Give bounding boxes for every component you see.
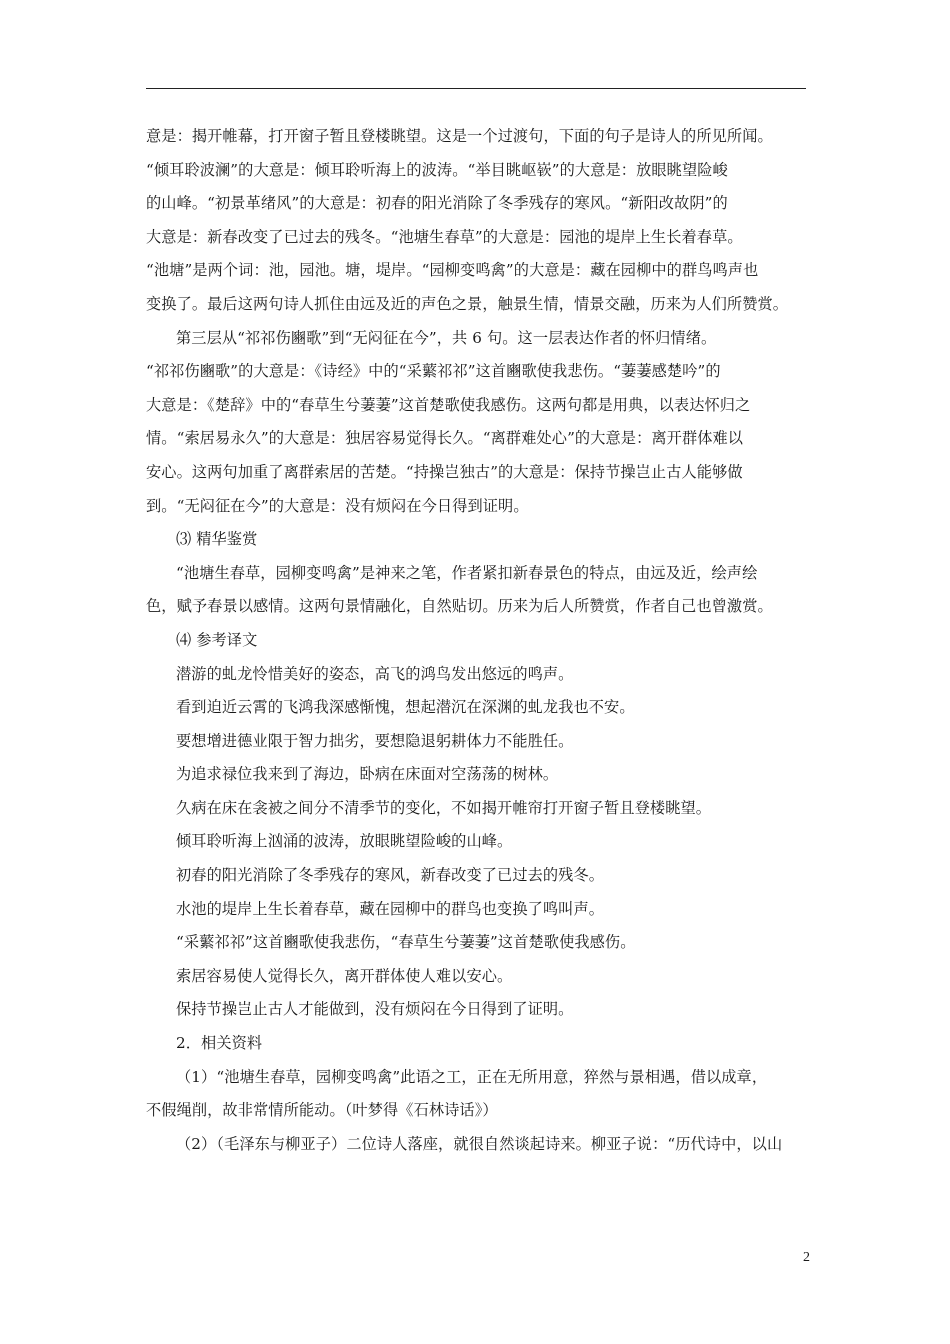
text-line: 的山峰。“初景革绪风”的大意是：初春的阳光消除了冬季残存的寒风。“新阳改故阴”的 (146, 194, 728, 213)
text-line: 安心。这两句加重了离群索居的苦楚。“持操岂独古”的大意是：保持节操岂止古人能够做 (146, 462, 743, 481)
paragraph-start: “池塘生春草，园柳变鸣禽”是神来之笔，作者紧扣新春景色的特点，由远及近，绘声绘 (176, 563, 758, 582)
translation-line: 久病在床在衾被之间分不清季节的变化，不如揭开帷帘打开窗子暂且登楼眺望。 (176, 798, 712, 817)
translation-line: 初春的阳光消除了冬季残存的寒风，新春改变了已过去的残冬。 (176, 866, 605, 885)
paragraph-start: （2）（毛泽东与柳亚子）二位诗人落座，就很自然谈起诗来。柳亚子说：“历代诗中，以山 (176, 1134, 783, 1153)
text-line: 大意是：新春改变了已过去的残冬。“池塘生春草”的大意是：园池的堤岸上生长着春草。 (146, 227, 743, 246)
text-line: 不假绳削，故非常情所能动。（叶梦得《石林诗话》） (146, 1101, 498, 1120)
section-heading-translation: ⑷ 参考译文 (176, 630, 258, 649)
text-line: “祁祁伤豳歌”的大意是：《诗经》中的“采蘩祁祁”这首豳歌使我悲伤。“萋萋感楚吟”的 (146, 362, 721, 381)
translation-line: 潜游的虬龙怜惜美好的姿态，高飞的鸿鸟发出悠远的鸣声。 (176, 664, 574, 683)
text-line: “倾耳聆波澜”的大意是：倾耳聆听海上的波涛。“举目眺岖嵚”的大意是：放眼眺望险峻 (146, 160, 728, 179)
text-line: 意是：揭开帷幕，打开窗子暂且登楼眺望。这是一个过渡句，下面的句子是诗人的所见所闻。 (146, 127, 773, 145)
text-line: 情。“索居易永久”的大意是：独居容易觉得长久。“离群难处心”的大意是：离开群体难以 (146, 429, 744, 448)
translation-line: 要想增进德业限于智力拙劣，要想隐退躬耕体力不能胜任。 (176, 731, 574, 750)
section-heading-appreciation: ⑶ 精华鉴赏 (176, 530, 258, 549)
text-line: 大意是：《楚辞》中的“春草生兮萋萋”这首楚歌使我感伤。这两句都是用典，以表达怀归之 (146, 395, 751, 414)
text-line: “池塘”是两个词：池，园池。塘，堤岸。“园柳变鸣禽”的大意是：藏在园柳中的群鸟鸣声也 (146, 261, 759, 280)
paragraph-start: （1）“池塘生春草，园柳变鸣禽”此语之工，正在无所用意，猝然与景相遇，借以成章， (176, 1067, 768, 1086)
header-rule (146, 88, 806, 89)
translation-line: 为追求禄位我来到了海边，卧病在床面对空荡荡的树林。 (176, 765, 559, 784)
translation-line: 倾耳聆听海上汹涌的波涛，放眼眺望险峻的山峰。 (176, 832, 513, 851)
page-number: 2 (803, 1250, 810, 1265)
text-line: 色，赋予春景以感情。这两句景情融化，自然贴切。历来为后人所赞赏，作者自己也曾激赏。 (146, 597, 773, 616)
translation-line: 看到迫近云霄的飞鸿我深感惭愧，想起潜沉在深渊的虬龙我也不安。 (176, 698, 635, 717)
translation-line: “采蘩祁祁”这首豳歌使我悲伤，“春草生兮萋萋”这首楚歌使我感伤。 (176, 933, 636, 952)
translation-line: 保持节操岂止古人才能做到，没有烦闷在今日得到了证明。 (176, 1000, 574, 1019)
text-line: 变换了。最后这两句诗人抓住由远及近的声色之景，触景生情，情景交融，历来为人们所赞赏。 (146, 294, 789, 313)
text-line: 到。“无闷征在今”的大意是：没有烦闷在今日得到证明。 (146, 496, 529, 515)
document-body (146, 120, 810, 1161)
translation-line: 索居容易使人觉得长久，离开群体使人难以安心。 (176, 966, 513, 985)
translation-line: 水池的堤岸上生长着春草，藏在园柳中的群鸟也变换了鸣叫声。 (176, 899, 605, 918)
paragraph-start: 第三层从“祁祁伤豳歌”到“无闷征在今”，共 6 句。这一层表达作者的怀归情绪。 (176, 328, 717, 347)
section-heading-related-material: 2．相关资料 (176, 1034, 263, 1053)
